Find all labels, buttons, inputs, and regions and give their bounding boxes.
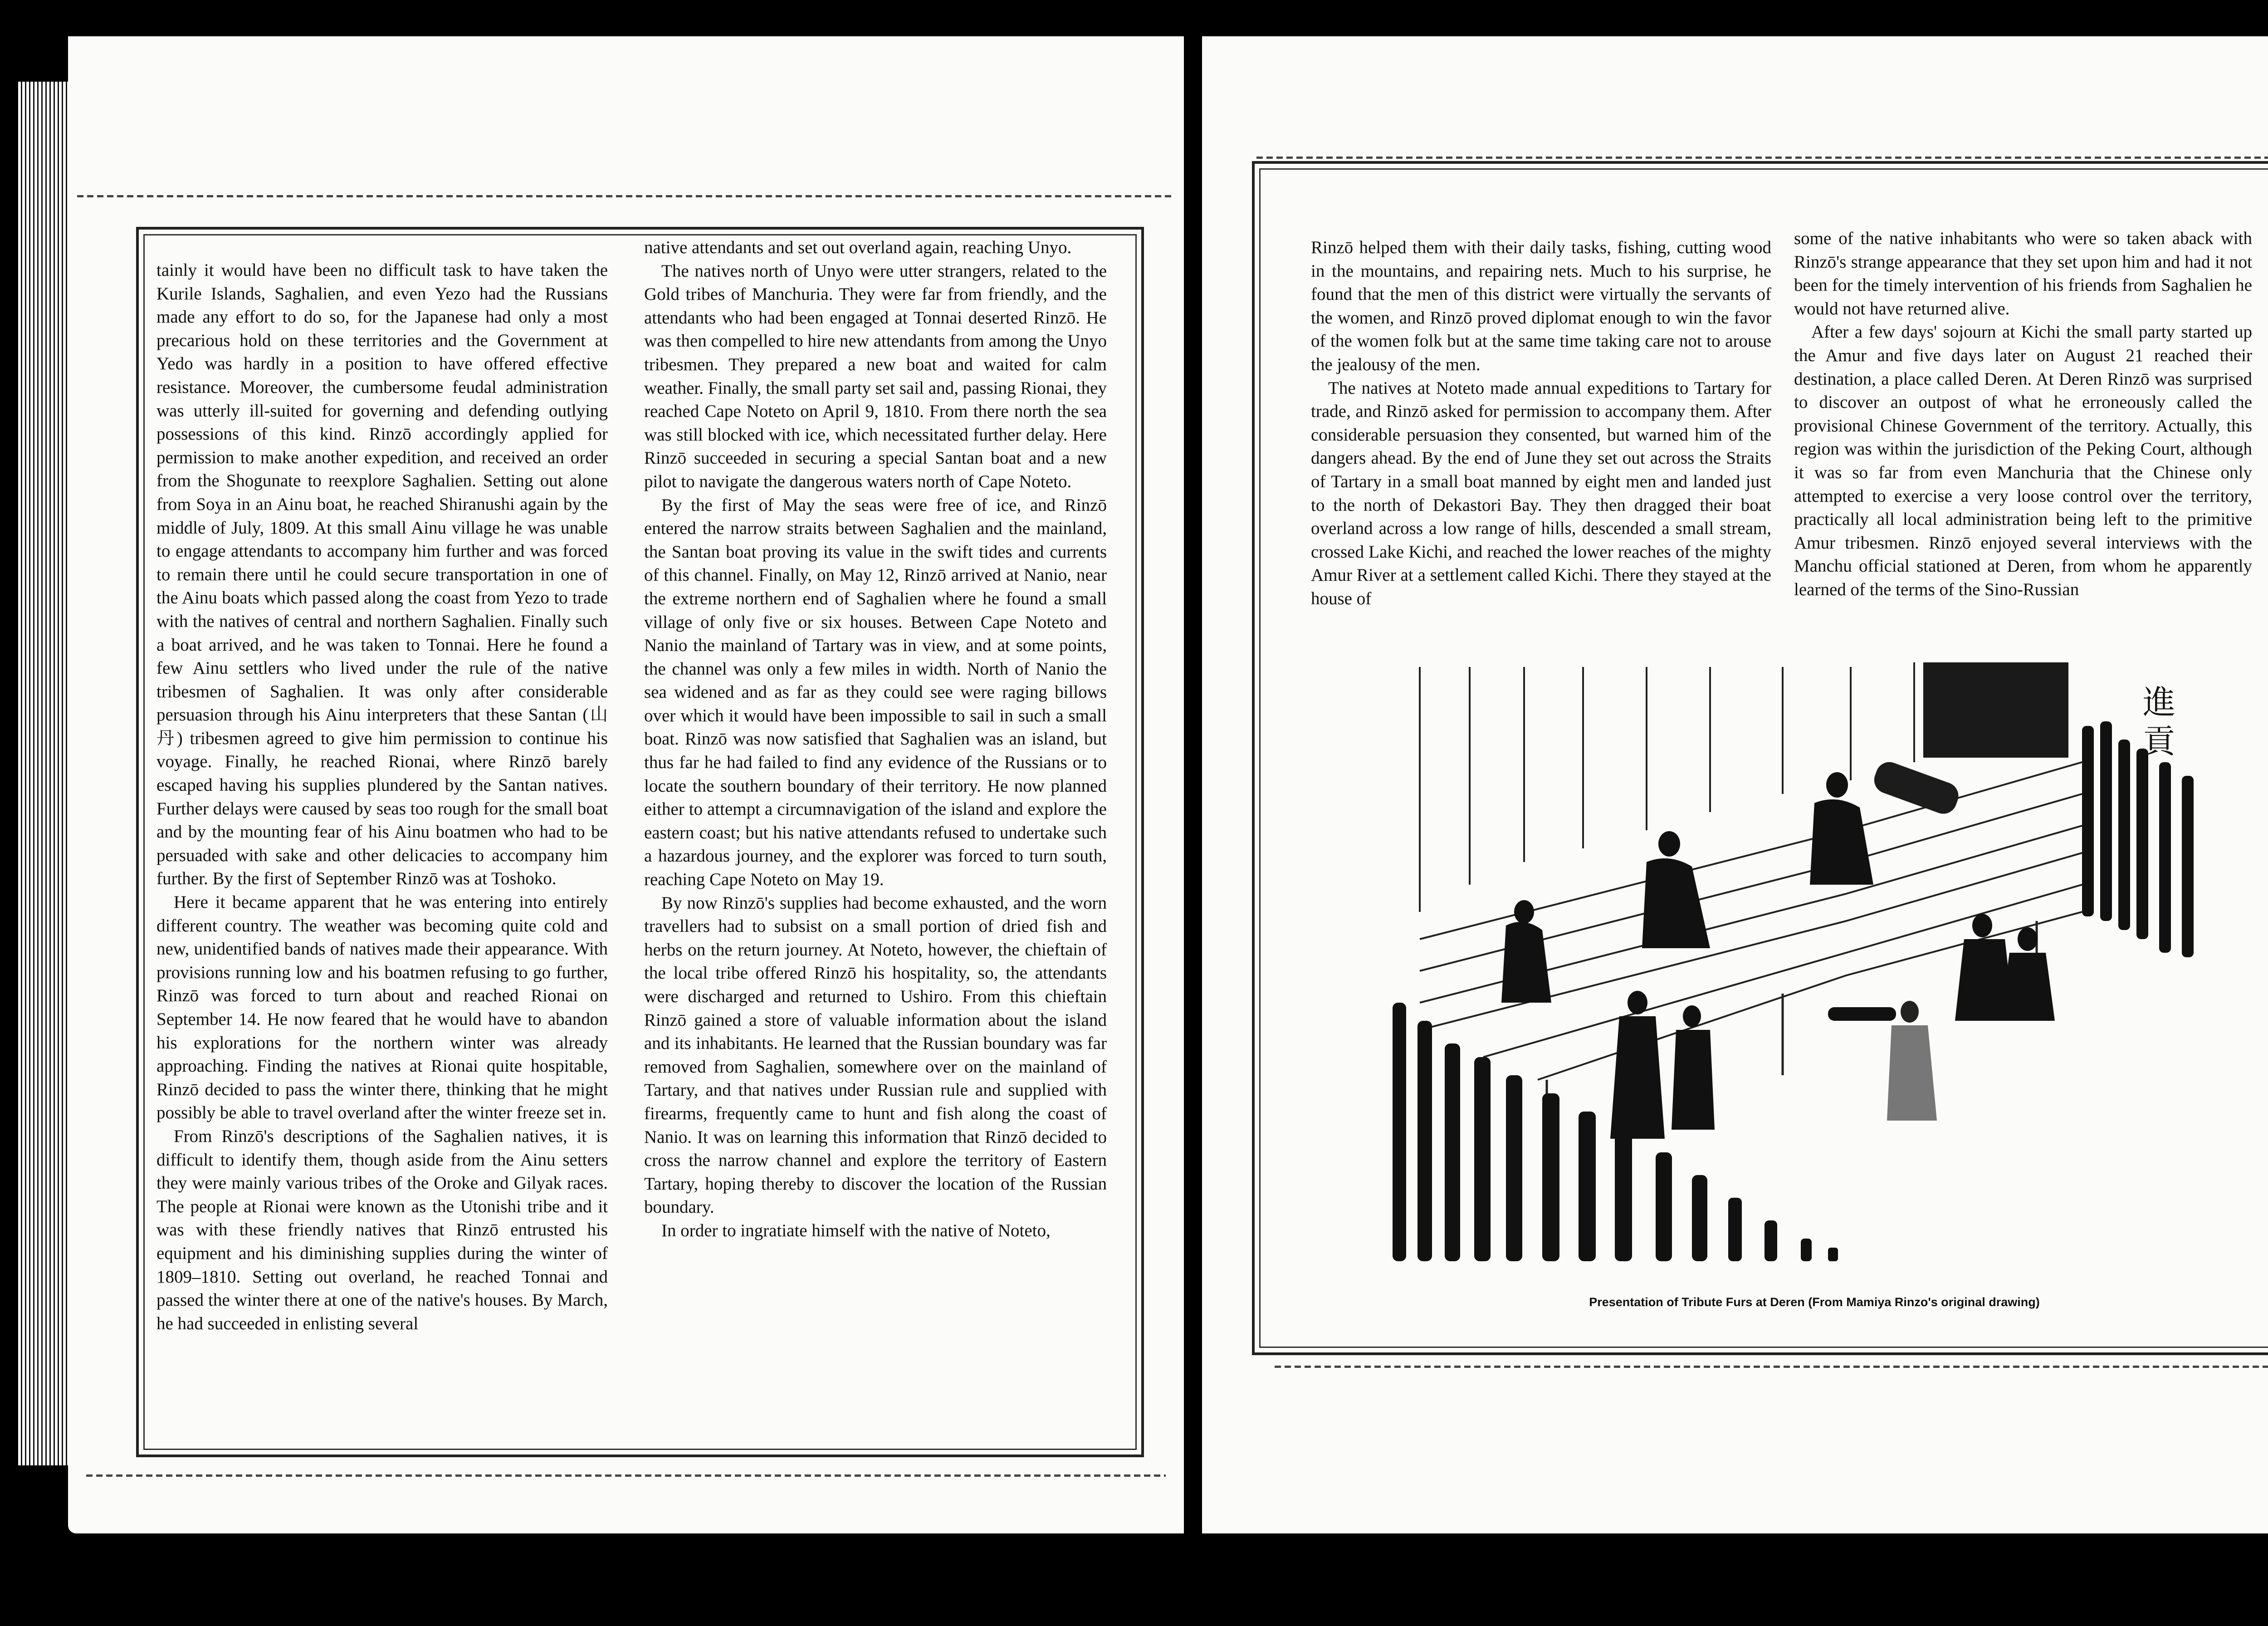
paragraph: some of the native inhabitants who were so taken aback with Rinzō's strange appearance that they set upon him and had it not been for the timely intervention of his friends from Saghalien he would not have returned alive.	[1794, 229, 2252, 318]
paragraph: Rinzō helped them with their daily tasks, fishing, cutting wood in the mountains, and repairing nets. Much to his surprise, he found that the men of this district were virtually the servants of the women, and Rinzō proved diplomat enough to win the favor of the women folk but at the same time taking care not to arouse the jealousy of the men.	[1311, 238, 1771, 374]
page-edges	[18, 82, 68, 1465]
paragraph: tainly it would have been no difficult task to have taken the Kurile Islands, Saghalien, and even Yezo had the Russians made any effort to do so, for the Japanese had only a most precarious hold on these territories and the Government at Yedo was hardly in a position to have offered effective resistance. Moreover, the cumbersome feudal administration was utterly ill-suited for governing and defending outlying possessions of this kind. Rinzō accordingly applied for permission to make another expedition, and received an order from the Shogunate to reexplore Saghalien. Setting out alone from Soya in an Ainu boat, he reached Shiranushi again by the middle of July, 1809. At this small Ainu village he was unable to engage attendants to accompany him further and was forced to remain there until he could secure transportation in one of the Ainu boats which passed along the coast from Yezo to trade with the natives of central and northern Saghalien. Finally such a boat arrived, and he was taken to Tonnai. Here he found a few Ainu settlers who lived under the rule of the native tribesmen of Saghalien. It was only after considerable persuasion through his Ainu interpreters that these Santan (山丹) tribesmen agreed to give him permission to continue his voyage. Finally, he reached Rionai, where Rinzō barely escaped having his supplies plundered by the Santan natives. Further delays were caused by seas too rough for the small boat and by the mounting fear of his Ainu boatmen who had to be persuaded with sake and other delicacies to accompany him further. By the first of September Rinzō was at Toshoko.	[156, 260, 608, 889]
paragraph: By the first of May the seas were free of ice, and Rinzō entered the narrow straits between Saghalien and the mainland, the Santan boat proving its value in the swift tides and currents of this channel. Finally, on May 12, Rinzō arrived at Nanio, near the extreme northern end of Saghalien where he found a small village of only five or six houses. Between Cape Noteto and Nanio the mainland of Tartary was in view, and at some points, the channel was only a few miles in width. North of Nanio the sea widened and as far as they could see were raging billows over which it would have been impossible to sail in such a small boat. Rinzō was now satisfied that Saghalien was an island, but thus far he had failed to find any evidence of the Russians or to locate the southern boundary of their territory. He now planned either to attempt a circumnavigation of the island and explore the eastern coast; but his native attendants refused to undertake such a hazardous journey, and the explorer was forced to turn south, reaching Cape Noteto on May 19.	[644, 495, 1107, 890]
left-bottom-dashed-rule	[86, 1474, 1166, 1477]
left-top-dashed-rule	[77, 195, 1175, 197]
paragraph: By now Rinzō's supplies had become exhausted, and the worn travellers had to subsist on a small portion of dried fish and herbs on the return journey. At Noteto, however, the chieftain of the local tribe offered Rinzō his hospitality, so, the attendants were discharged and returned to Ushiro. From this chieftain Rinzō gained a store of valuable information about the island and its inhabitants. He learned that the Russian boundary was far removed from Saghalien, somewhere over on the mainland of Tartary, and that natives under Russian rule and supplied with firearms, frequently came to hunt and fish along the coast of Nanio. It was on learning this information that Rinzō decided to cross the narrow channel and explore the territory of Eastern Tartary, hoping thereby to discover the location of the Russian boundary.	[644, 893, 1107, 1217]
paragraph: The natives at Noteto made annual expeditions to Tartary for trade, and Rinzō asked for permission to accompany them. After considerable persuasion they consented, but warned him of the dangers ahead. By the end of June they set out across the Straits of Tartary in a small boat manned by eight men and landed just to the north of Dekastori Bay. They then dragged their boat overland across a low range of hills, descended a small stream, crossed Lake Kichi, and reached the lower reaches of the mighty Amur River at a settlement called Kichi. There they stayed at the house of	[1311, 378, 1771, 608]
illustration-drawing	[1393, 658, 2209, 1266]
right-bottom-dashed-rule	[1275, 1366, 2268, 1368]
left-page-column-1	[156, 259, 608, 1335]
paragraph: From Rinzō's descriptions of the Saghalien natives, it is difficult to identify them, though aside from the Ainu setters they were mainly various tribes of the Oroke and Gilyak races. The people at Rionai were known as the Utonishi tribe and it was with these friendly natives that Rinzō entrusted his equipment and his diminishing supplies during the winter of 1809–1810. Setting out overland, he reached Tonnai and passed the winter there at one of the native's houses. By March, he had succeeded in enlisting several	[156, 1126, 608, 1333]
illustration-caption: Presentation of Tribute Furs at Deren (From Mamiya Rinzo's original drawing)	[1589, 1295, 2040, 1309]
paragraph: After a few days' sojourn at Kichi the small party started up the Amur and five days later on August 21 reached their destination, a place called Deren. At Deren Rinzō was surprised to discover an outpost of what he erroneously called the provisional Chinese Government of the territory. Actually, this region was within the jurisdiction of the Peking Court, although it was so far from even Manchuria that the Chinese only attempted to exercise a very loose control over the territory, practically all local administration being left to the primitive Amur tribesmen. Rinzō enjoyed several interviews with the Manchu official stationed at Deren, from whom he apparently learned of the terms of the Sino-Russian	[1794, 322, 2252, 599]
paragraph: The natives north of Unyo were utter strangers, related to the Gold tribes of Manchuria. They were far from friendly, and the attendants who had been engaged at Tonnai deserted Rinzō. He was then compelled to hire new attendants from among the Unyo tribesmen. They prepared a new boat and waited for calm weather. Finally, the small party set sail and, passing Rionai, they reached Cape Noteto on April 9, 1810. From there north the sea was still blocked with ice, which necessitated further delay. Here Rinzō succeeded in securing a special Santan boat and a new pilot to navigate the dangerous waters north of Cape Noteto.	[644, 261, 1107, 491]
right-page-column-1	[1311, 236, 1771, 611]
illustration-inscription: 進貢	[2142, 683, 2175, 760]
tribute-illustration	[1393, 658, 2209, 1266]
paragraph: native attendants and set out overland again, reaching Unyo.	[644, 238, 1072, 257]
paragraph: In order to ingratiate himself with the native of Noteto,	[661, 1220, 1051, 1240]
right-page-column-2	[1794, 227, 2252, 602]
paragraph: Here it became apparent that he was entering into entirely different country. The weather was becoming quite cold and new, unidentified bands of natives made their appearance. With provisions running low and his boatmen refusing to go further, Rinzō was forced to turn about and reached Rionai on September 14. He now feared that he would have to abandon his explorations for the northern winter was already approaching. Finding the natives at Rionai quite hospitable, Rinzō decided to pass the winter there, thinking that he might possibly be able to travel overland after the winter freeze set in.	[156, 892, 608, 1123]
right-top-dashed-rule	[1256, 157, 2268, 159]
left-page-column-2	[644, 236, 1107, 1243]
